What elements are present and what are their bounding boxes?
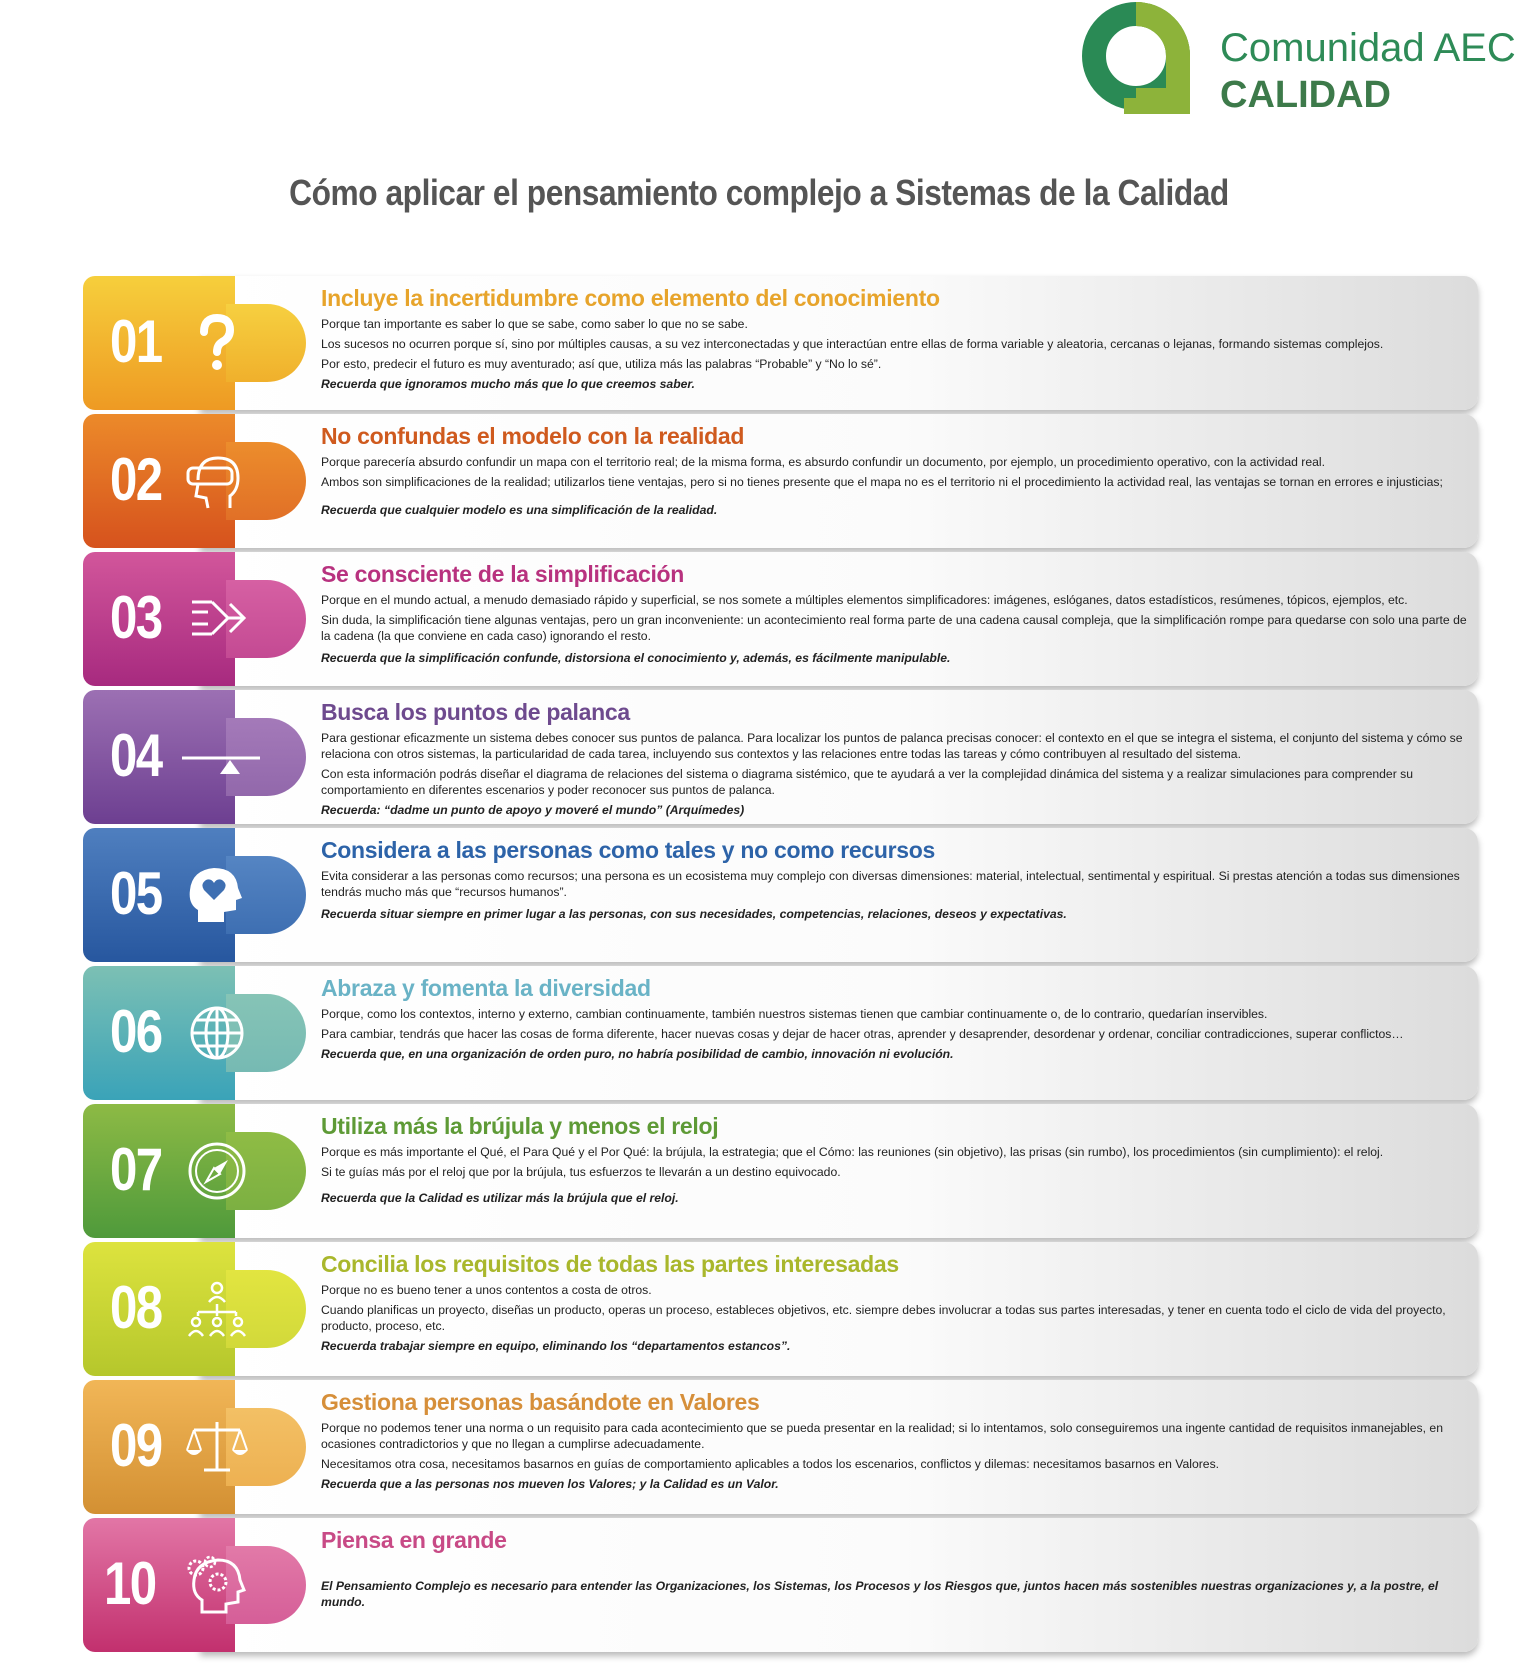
step-reminder: Recuerda trabajar siempre en equipo, eliminando los “departamentos estancos”. xyxy=(321,1339,791,1353)
step-reminder: Recuerda que, en una organización de orden puro, no habría posibilidad de cambio, innovación ni evolución. xyxy=(321,1047,954,1061)
comunidad-aec-logo-mark xyxy=(1078,2,1218,114)
step-title: No confundas el modelo con la realidad xyxy=(321,423,745,449)
step-number: 03 xyxy=(110,584,162,651)
step-08 xyxy=(0,1242,1518,1378)
step-reminder: Recuerda que cualquier modelo es una simplificación de la realidad. xyxy=(321,503,718,517)
step-title: Gestiona personas basándote en Valores xyxy=(321,1389,760,1415)
step-number: 02 xyxy=(110,446,162,513)
compass-icon xyxy=(184,1140,250,1202)
step-paragraph: Ambos son simplificaciones de la realidad; utilizarlos tiene ventajas, pero si no tienes presente que el mapa no es el territorio ni el procedimiento la actividad real, las ventajas se tornan en errores e injusticias; xyxy=(321,475,1443,489)
step-number: 10 xyxy=(104,1550,156,1617)
logo-text-line2: CALIDAD xyxy=(1220,74,1391,116)
step-paragraph: Cuando planificas un proyecto, diseñas un producto, operas un proceso, estableces objetivos, etc. siempre debes involucrar a todas sus partes interesadas, y tener en cuenta todo el ciclo de vida del proyecto, producto, proceso, etc. xyxy=(321,1303,1446,1333)
step-06 xyxy=(0,966,1518,1102)
step-paragraph: Necesitamos otra cosa, necesitamos basarnos en guías de comportamiento aplicables a todos los escenarios, conflictos y dilemas: necesitamos basarnos en Valores. xyxy=(321,1457,1220,1471)
step-paragraph: Sin duda, la simplificación tiene algunas ventajas, pero un gran inconveniente: un acontecimiento real forma parte de una cadena causal compleja, que la simplificación rompe para quedarse con solo una parte de la cadena (la que conviene en cada caso) ignorando el resto. xyxy=(321,613,1467,643)
step-paragraph: Evita considerar a las personas como recursos; una persona es un ecosistema muy complejo con diversas dimensiones: material, intelectual, sentimental y espiritual. Si prestas atención a todas sus dimensiones tendrás mucho más que “recursos humanos”. xyxy=(321,869,1460,899)
step-reminder: El Pensamiento Complejo es necesario para entender las Organizaciones, los Sistemas, los Procesos y los Riesgos que, juntos hacen más sostenibles nuestras organizaciones y, a la postre, el mundo. xyxy=(321,1579,1439,1609)
converging-arrows-icon xyxy=(184,588,250,650)
step-title: Busca los puntos de palanca xyxy=(321,699,630,725)
step-paragraph: Los sucesos no ocurren porque sí, sino por múltiples causas, a su vez interconectadas y que interactúan entre ellas de forma variable y aleatoria, cercanas o lejanas, formando sistemas complejos. xyxy=(321,337,1384,351)
step-paragraph: Porque, como los contextos, interno y externo, cambian continuamente, también nuestros sistemas tienen que cambiar continuamente o, de lo contrario, quedarían inservibles. xyxy=(321,1007,1268,1021)
step-04 xyxy=(0,690,1518,826)
lever-fulcrum-icon xyxy=(178,726,264,788)
step-reminder: Recuerda que la Calidad es utilizar más la brújula que el reloj. xyxy=(321,1191,679,1205)
step-07 xyxy=(0,1104,1518,1240)
step-10 xyxy=(0,1518,1518,1654)
head-heart-icon xyxy=(184,864,250,926)
step-paragraph: Para cambiar, tendrás que hacer las cosas de forma diferente, hacer nuevas cosas y dejar de hacer otras, aprender y desaprender, desordenar y ordenar, conciliar contradicciones, superar conflictos… xyxy=(321,1027,1404,1041)
step-title: Considera a las personas como tales y no como recursos xyxy=(321,837,935,863)
step-number: 04 xyxy=(110,722,162,789)
step-reminder: Recuerda que la simplificación confunde, distorsiona el conocimiento y, además, es fácilmente manipulable. xyxy=(321,651,951,665)
step-05 xyxy=(0,828,1518,964)
step-title: Concilia los requisitos de todas las partes interesadas xyxy=(321,1251,899,1277)
step-09 xyxy=(0,1380,1518,1516)
step-number: 06 xyxy=(110,998,162,1065)
step-02 xyxy=(0,414,1518,550)
vr-headset-icon xyxy=(184,450,250,512)
team-hierarchy-icon xyxy=(184,1278,250,1340)
logo xyxy=(1078,2,1516,116)
step-03 xyxy=(0,552,1518,688)
logo-text-line1: Comunidad AEC xyxy=(1220,26,1516,70)
page-title: Cómo aplicar el pensamiento complejo a Sistemas de la Calidad xyxy=(289,172,1229,213)
step-title: Abraza y fomenta la diversidad xyxy=(321,975,651,1001)
step-01 xyxy=(0,276,1518,412)
step-number: 01 xyxy=(110,308,162,375)
step-paragraph: Porque parecería absurdo confundir un mapa con el territorio real; de la misma forma, es absurdo confundir un documento, por ejemplo, un procedimiento operativo, con la actividad real. xyxy=(321,455,1325,469)
step-title: Incluye la incertidumbre como elemento del conocimiento xyxy=(321,285,940,311)
step-title: Utiliza más la brújula y menos el reloj xyxy=(321,1113,719,1139)
head-gears-icon xyxy=(184,1554,250,1616)
step-number: 05 xyxy=(110,860,162,927)
balance-scale-icon xyxy=(184,1416,250,1478)
step-number: 07 xyxy=(110,1136,162,1203)
step-number: 08 xyxy=(110,1274,162,1341)
step-title: Se consciente de la simplificación xyxy=(321,561,685,587)
globe-icon xyxy=(184,1002,250,1064)
step-paragraph: Con esta información podrás diseñar el diagrama de relaciones del sistema o diagrama sistémico, que te ayudará a ver la complejidad dinámica del sistema y a realizar simulaciones para comprender su comportamiento en diferentes escenarios y poder reconocer sus puntos de palanca. xyxy=(321,767,1414,797)
step-paragraph: Para gestionar eficazmente un sistema debes conocer sus puntos de palanca. Para localizar los puntos de palanca precisas conocer: el contexto en el que se integra el sistema, el conjunto del sistema y cómo se relaciona con otros sistemas, la particularidad de cada tarea, incluyendo sus contextos y las relaciones entre todas las tareas y cómo contribuyen al resultado del sistema. xyxy=(321,731,1463,761)
question-mark-icon xyxy=(184,312,250,374)
step-paragraph: Si te guías más por el reloj que por la brújula, tus esfuerzos te llevarán a un destino equivocado. xyxy=(321,1165,841,1179)
step-reminder: Recuerda situar siempre en primer lugar a las personas, con sus necesidades, competencias, relaciones, deseos y expectativas. xyxy=(321,907,1067,921)
step-reminder: Recuerda que a las personas nos mueven los Valores; y la Calidad es un Valor. xyxy=(321,1477,779,1491)
step-paragraph: Porque no es bueno tener a unos contentos a costa de otros. xyxy=(321,1283,652,1297)
step-title: Piensa en grande xyxy=(321,1527,507,1553)
step-paragraph: Porque no podemos tener una norma o un requisito para cada acontecimiento que se pueda presentar en la realidad; si lo intentamos, solo conseguiremos una ingente cantidad de requisitos inmanejables, en ocasiones contradictorios y que no llegan a cumplirse adecuadamente. xyxy=(321,1421,1443,1451)
step-reminder: Recuerda: “dadme un punto de apoyo y moveré el mundo” (Arquímedes) xyxy=(321,803,745,817)
step-number: 09 xyxy=(110,1412,162,1479)
step-paragraph: Porque tan importante es saber lo que se sabe, como saber lo que no se sabe. xyxy=(321,317,748,331)
step-reminder: Recuerda que ignoramos mucho más que lo que creemos saber. xyxy=(321,377,695,391)
step-paragraph: Porque es más importante el Qué, el Para Qué y el Por Qué: la brújula, la estrategia; que el Cómo: las reuniones (sin objetivo), las prisas (sin rumbo), los procedimientos (sin cumplimiento): el reloj. xyxy=(321,1145,1384,1159)
step-paragraph: Porque en el mundo actual, a menudo demasiado rápido y superficial, se nos somete a múltiples elementos simplificadores: imágenes, eslóganes, datos estadísticos, resúmenes, tópicos, ejemplos, etc. xyxy=(321,593,1408,607)
step-paragraph: Por esto, predecir el futuro es muy aventurado; así que, utiliza más las palabras “Probable” y “No lo sé”. xyxy=(321,357,882,371)
